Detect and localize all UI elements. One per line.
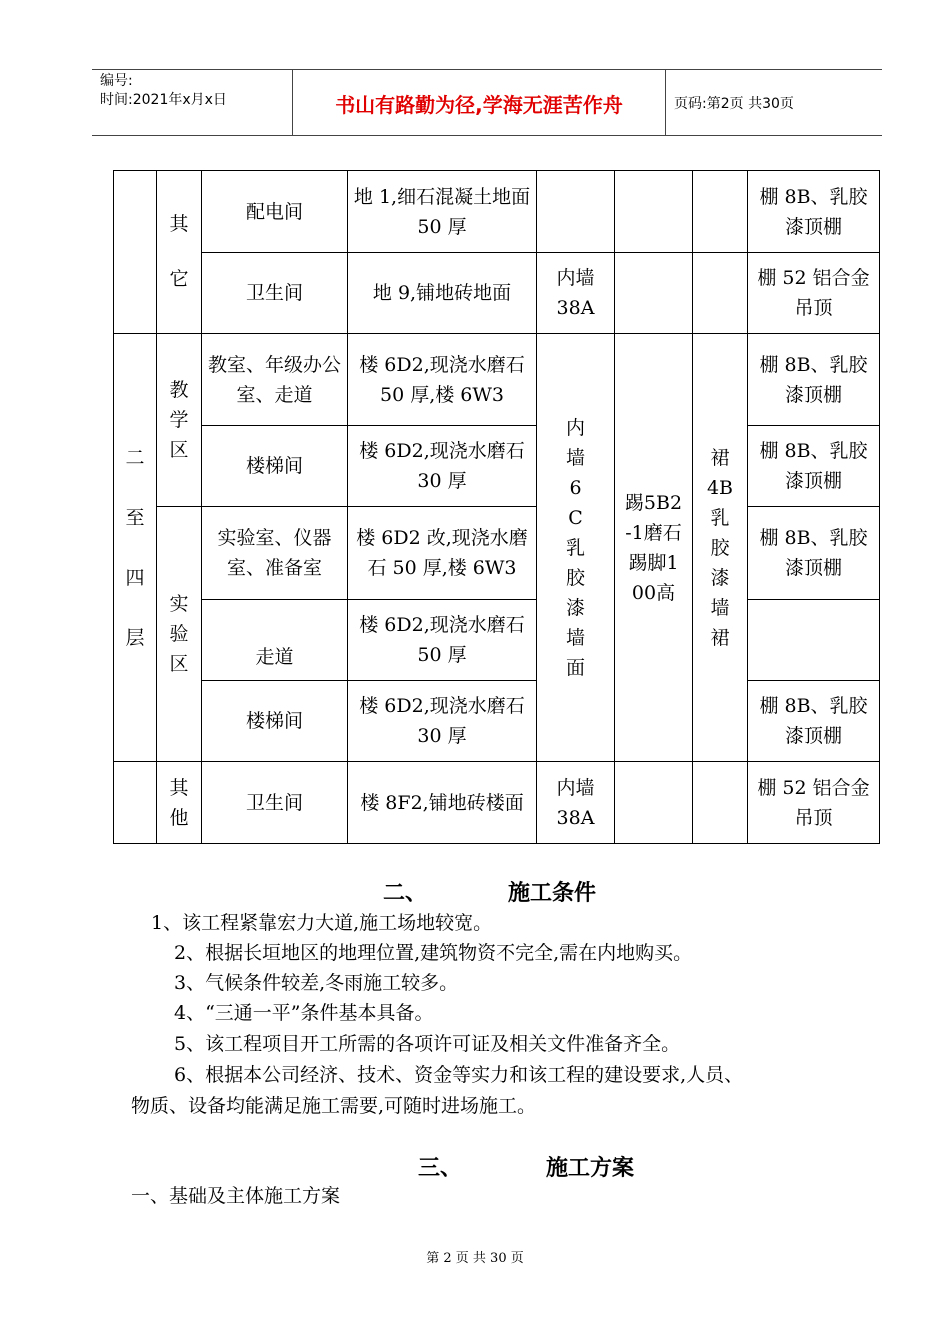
section3-subtitle: 一、基础及主体施工方案 — [131, 1185, 341, 1207]
ceiling-cell: 棚 8B、乳胶漆顶棚 — [748, 171, 880, 253]
table-row — [114, 253, 880, 334]
table-row — [114, 681, 880, 762]
floor-cell: 楼 6D2,现浇水磨石 50 厚,楼 6W3 — [348, 334, 537, 426]
header-number-label: 编号: — [100, 73, 133, 89]
floor-cell: 地 9,铺地砖地面 — [348, 253, 537, 334]
condition-item-4: 4、“三通一平”条件基本具备。 — [174, 1002, 434, 1024]
dado-cell — [693, 171, 748, 253]
level-cell-empty — [114, 762, 157, 844]
room-cell: 卫生间 — [202, 253, 348, 334]
ceiling-cell: 棚 52 铝合金吊顶 — [748, 253, 880, 334]
wall-cell-shared: 内墙6C乳胶漆墙面 — [537, 334, 615, 762]
wall-cell: 内墙38A — [537, 762, 615, 844]
floor-cell: 楼 6D2,现浇水磨石 30 厚 — [348, 426, 537, 507]
header-bottom-rule — [92, 135, 882, 136]
header-time-label: 时间:2021年x月x日 — [100, 92, 227, 108]
section2-title: 施工条件 — [508, 880, 597, 906]
wall-cell — [537, 171, 615, 253]
ceiling-cell: 棚 8B、乳胶漆顶棚 — [748, 334, 880, 426]
ceiling-cell: 棚 8B、乳胶漆顶棚 — [748, 681, 880, 762]
table-row — [114, 171, 880, 253]
ceiling-cell: 棚 52 铝合金吊顶 — [748, 762, 880, 844]
ceiling-cell: 棚 8B、乳胶漆顶棚 — [748, 507, 880, 600]
room-cell: 楼梯间 — [202, 681, 348, 762]
floor-cell: 地 1,细石混凝土地面 50 厚 — [348, 171, 537, 253]
skirting-cell — [615, 171, 693, 253]
group-cell-other: 其它 — [157, 171, 202, 334]
condition-item-6-cont: 物质、设备均能满足施工需要,可随时进场施工。 — [131, 1095, 537, 1117]
floor-cell: 楼 6D2 改,现浇水磨石 50 厚,楼 6W3 — [348, 507, 537, 600]
condition-item-5: 5、该工程项目开工所需的各项许可证及相关文件准备齐全。 — [174, 1033, 681, 1055]
group-cell-teaching: 教学区 — [157, 334, 202, 507]
skirting-cell-shared: 踢5B2-1磨石踢脚100高 — [615, 334, 693, 762]
floor-cell: 楼 8F2,铺地砖楼面 — [348, 762, 537, 844]
finish-schedule-table — [113, 170, 880, 844]
room-cell: 走道 — [202, 600, 348, 681]
section2-number: 二、 — [383, 880, 428, 906]
room-cell: 楼梯间 — [202, 426, 348, 507]
header-meta — [100, 72, 227, 110]
room-cell: 卫生间 — [202, 762, 348, 844]
condition-item-6: 6、根据本公司经济、技术、资金等实力和该工程的建设要求,人员、 — [174, 1064, 744, 1086]
header-page-info: 页码:第2页 共30页 — [674, 96, 794, 112]
page-footer: 第 2 页 共 30 页 — [426, 1251, 524, 1266]
table-row — [114, 600, 880, 681]
ceiling-cell — [748, 600, 880, 681]
header-motto: 书山有路勤为径,学海无涯苦作舟 — [335, 93, 623, 117]
level-cell-empty — [114, 171, 157, 334]
header-divider-2 — [665, 69, 666, 136]
ceiling-cell: 棚 8B、乳胶漆顶棚 — [748, 426, 880, 507]
floor-cell: 楼 6D2,现浇水磨石 50 厚 — [348, 600, 537, 681]
table-row — [114, 334, 880, 426]
dado-cell — [693, 762, 748, 844]
header-top-rule — [92, 69, 882, 70]
table-row — [114, 762, 880, 844]
room-cell: 配电间 — [202, 171, 348, 253]
skirting-cell — [615, 762, 693, 844]
condition-item-2: 2、根据长垣地区的地理位置,建筑物资不完全,需在内地购买。 — [174, 942, 693, 964]
group-cell-other2: 其他 — [157, 762, 202, 844]
dado-cell-shared: 裙4B乳胶漆墙裙 — [693, 334, 748, 762]
section3-number: 三、 — [418, 1155, 463, 1181]
level-cell: 二至四层 — [114, 334, 157, 762]
room-cell: 教室、年级办公室、走道 — [202, 334, 348, 426]
skirting-cell — [615, 253, 693, 334]
condition-item-3: 3、气候条件较差,冬雨施工较多。 — [174, 972, 459, 994]
section3-title: 施工方案 — [546, 1155, 635, 1181]
dado-cell — [693, 253, 748, 334]
condition-item-1: 1、该工程紧靠宏力大道,施工场地较宽。 — [151, 912, 493, 934]
table-row — [114, 426, 880, 507]
group-cell-lab: 实验区 — [157, 507, 202, 762]
room-cell: 实验室、仪器室、准备室 — [202, 507, 348, 600]
floor-cell: 楼 6D2,现浇水磨石 30 厚 — [348, 681, 537, 762]
table-row — [114, 507, 880, 600]
wall-cell: 内墙38A — [537, 253, 615, 334]
